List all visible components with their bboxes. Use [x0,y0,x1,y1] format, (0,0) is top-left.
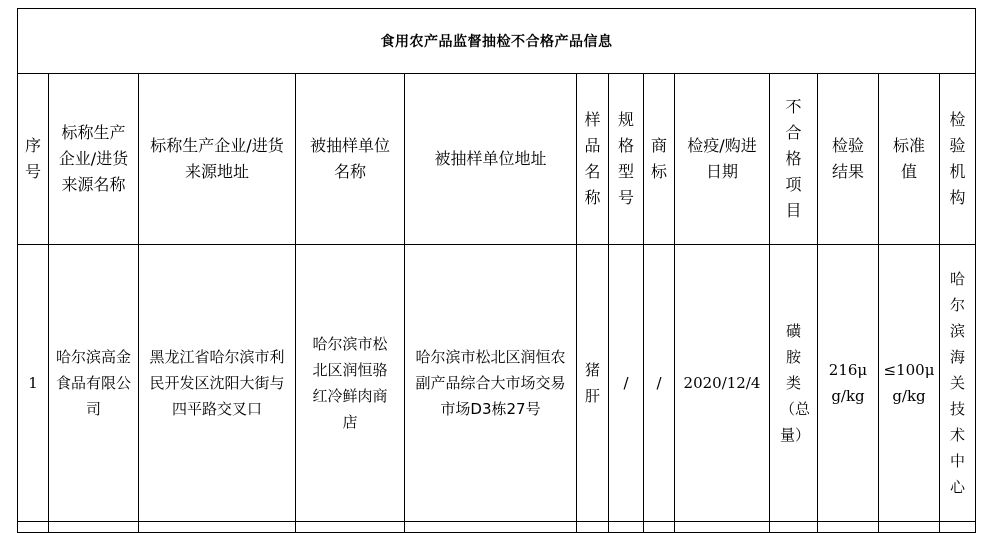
table-title: 食用农产品监督抽检不合格产品信息 [18,9,976,74]
header-sampled-unit-address: 被抽样单位地址 [405,74,577,245]
next-row-partial [18,522,976,533]
table-row [18,245,976,522]
header-index: 序号 [18,74,49,245]
header-brand: 商标 [644,74,675,245]
cell-spec-model: / [609,245,644,522]
cell-producer-address: 黑龙江省哈尔滨市利民开发区沈阳大街与四平路交叉口 [139,245,296,522]
cell-agency: 哈尔滨海关技术中心 [940,245,976,522]
header-producer-name: 标称生产企业/进货来源名称 [49,74,139,245]
cell-sampled-unit-address: 哈尔滨市松北区润恒农副产品综合大市场交易市场D3栋27号 [405,245,577,522]
header-producer-address: 标称生产企业/进货来源地址 [139,74,296,245]
cell-sampled-unit-name: 哈尔滨市松北区润恒骆红冷鲜肉商店 [296,245,405,522]
header-date: 检疫/购进日期 [675,74,770,245]
cell-result: 216μg/kg [818,245,879,522]
header-sample-name: 样品名称 [577,74,609,245]
header-result: 检验结果 [818,74,879,245]
cell-failed-item: 磺胺类（总量） [770,245,818,522]
cell-brand: / [644,245,675,522]
cell-producer-name: 哈尔滨高金食品有限公司 [49,245,139,522]
header-sampled-unit-name: 被抽样单位名称 [296,74,405,245]
nonconforming-products-table [17,8,976,533]
cell-index: 1 [18,245,49,522]
header-agency: 检验机构 [940,74,976,245]
cell-standard: ≤100μg/kg [879,245,940,522]
cell-sample-name: 猪肝 [577,245,609,522]
header-failed-item: 不合格项目 [770,74,818,245]
header-row [18,74,976,245]
cell-date: 2020/12/4 [675,245,770,522]
header-spec-model: 规格型号 [609,74,644,245]
header-standard: 标准值 [879,74,940,245]
